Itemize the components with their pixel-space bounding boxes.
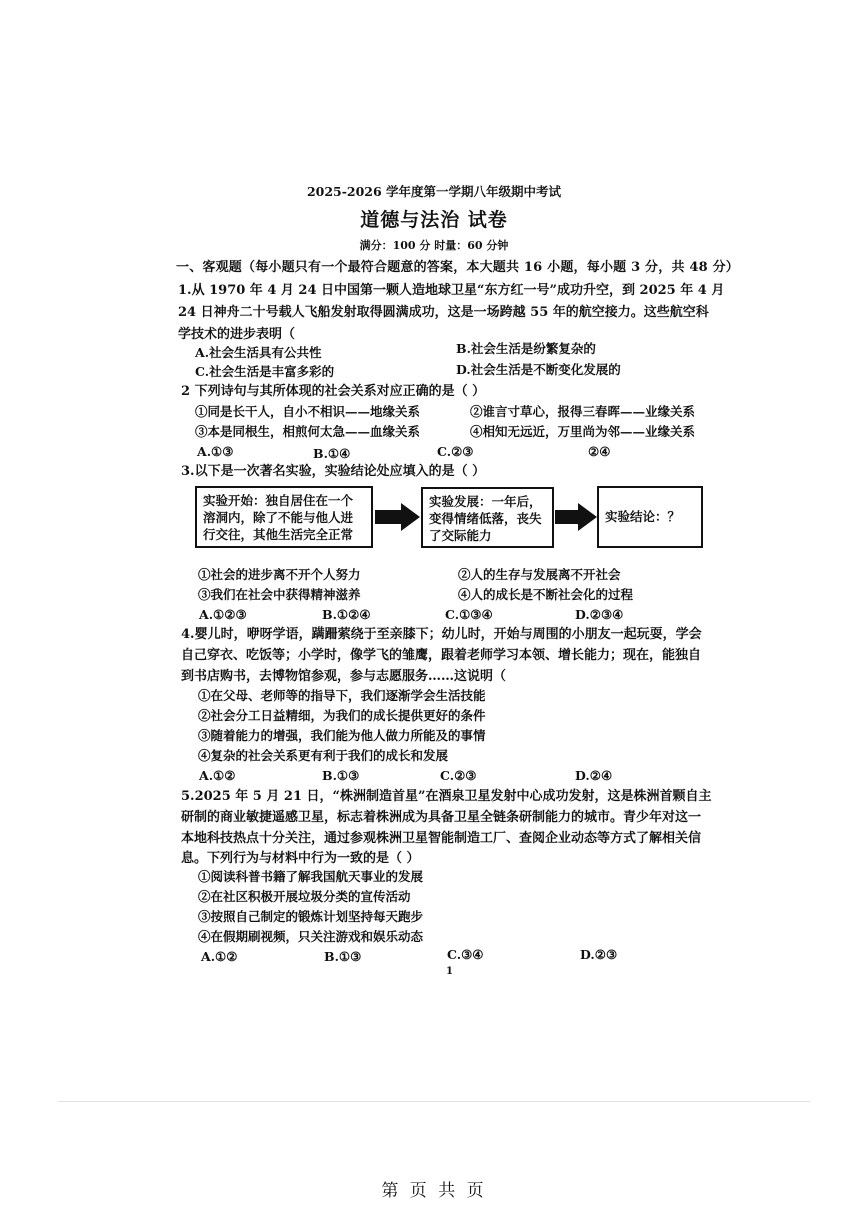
experiment-development-line-3: 了交际能力 <box>429 528 492 543</box>
exam-title: 2025-2026 学年度第一学期八年级期中考试 <box>306 184 562 199</box>
q3-stem: 3.以下是一次著名实验，实验结论处应填入的是（ ） <box>181 464 486 479</box>
q2-option-b: B.①④ <box>313 446 351 461</box>
q5-option-d: D.②③ <box>580 947 618 962</box>
q1-line-1: 1.从 1970 年 4 月 24 日中国第一颗人造地球卫星“东方红一号”成功升空，到 2025 年 4 月 <box>178 283 725 298</box>
q2-stem: 2 下列诗句与其所体现的社会关系对应正确的是（ ） <box>181 384 486 399</box>
q3-option-d: D.②③④ <box>575 607 624 622</box>
q3-item-1: ①社会的进步离不开个人努力 <box>198 567 361 582</box>
experiment-start-line-2: 溶洞内，除了不能与他人进 <box>203 510 354 525</box>
q1-line-2: 24 日神舟二十号载人飞船发射取得圆满成功，这是一场跨越 55 年的航空接力。这些航空科 <box>178 305 709 320</box>
q5-item-3: ③按照自己制定的锻炼计划坚持每天跑步 <box>198 909 424 924</box>
q5-option-b: B.①③ <box>324 949 362 964</box>
experiment-development-box <box>421 487 554 548</box>
q5-item-4: ④在假期刷视频，只关注游戏和娱乐动态 <box>198 929 424 944</box>
experiment-development-line-2: 变得情绪低落，丧失 <box>429 511 542 526</box>
q2-option-c: C.②③ <box>437 444 474 459</box>
q4-option-d: D.②④ <box>575 768 613 783</box>
q4-option-c: C.②③ <box>440 768 477 783</box>
q5-option-c: C.③④ <box>447 947 484 962</box>
q3-item-3: ③我们在社会中获得精神滋养 <box>198 587 361 602</box>
q4-line-3: 到书店购书，去博物馆参观，参与志愿服务……这说明（ <box>181 669 507 684</box>
q4-item-1: ①在父母、老师等的指导下，我们逐渐学会生活技能 <box>198 688 486 703</box>
page-footer: 第 页 共 页 <box>381 1181 487 1201</box>
page-number: 1 <box>446 966 453 977</box>
experiment-conclusion-text: 实验结论：？ <box>605 509 681 524</box>
q4-item-4: ④复杂的社会关系更有利于我们的成长和发展 <box>198 748 449 763</box>
q5-option-a: A.①② <box>201 949 238 964</box>
q2-item-4: ④相知无远近，万里尚为邻——业缘关系 <box>470 424 696 439</box>
q2-item-2: ②谁言寸草心，报得三春晖——业缘关系 <box>470 404 696 419</box>
q3-option-a: A.①②③ <box>199 607 247 622</box>
q2-option-d: ②④ <box>588 444 611 459</box>
q5-line-2: 研制的商业敏捷遥感卫星，标志着株洲成为具备卫星全链条研制能力的城市。青少年对这一 <box>181 810 702 825</box>
q4-line-1: 4.婴儿时，咿呀学语，蹒跚萦绕于至亲膝下；幼儿时，开始与周围的小朋友一起玩耍，学会 <box>181 627 702 642</box>
q5-line-1: 5.2025 年 5 月 21 日，“株洲制造首星”在酒泉卫星发射中心成功发射，这是株洲首颗自主 <box>181 789 712 804</box>
q1-option-c: C.社会生活是丰富多彩的 <box>195 364 335 379</box>
section-heading: 一、客观题（每小题只有一个最符合题意的答案，本大题共 16 小题，每小题 3 分，共 48 分） <box>176 260 739 275</box>
q1-option-d: D.社会生活是不断变化发展的 <box>456 362 621 377</box>
experiment-start-line-1: 实验开始：独自居住在一个 <box>203 493 354 508</box>
q1-option-a: A.社会生活具有公共性 <box>195 345 322 360</box>
q5-line-3: 本地科技热点十分关注，通过参观株洲卫星智能制造工厂、查阅企业动态等方式了解相关信 <box>181 831 702 846</box>
experiment-start-box <box>195 486 373 548</box>
experiment-conclusion-box <box>597 486 703 548</box>
q4-line-2: 自己穿衣、吃饭等；小学时，像学飞的雏鹰，跟着老师学习本领、增长能力；现在，能独自 <box>181 648 702 663</box>
q3-item-4: ④人的成长是不断社会化的过程 <box>458 587 634 602</box>
page-divider <box>58 1101 810 1102</box>
q5-line-4: 息。下列行为与材料中行为一致的是（ ） <box>181 851 420 866</box>
experiment-development-line-1: 实验发展：一年后， <box>429 494 542 509</box>
q4-item-2: ②社会分工日益精细，为我们的成长提供更好的条件 <box>198 708 486 723</box>
q3-option-b: B.①②④ <box>322 607 371 622</box>
q2-item-3: ③本是同根生，相煎何太急——血缘关系 <box>195 424 421 439</box>
q4-item-3: ③随着能力的增强，我们能为他人做力所能及的事情 <box>198 728 486 743</box>
q3-item-2: ②人的生存与发展离不开社会 <box>458 567 621 582</box>
q2-item-1: ①同是长干人，自小不相识——地缘关系 <box>195 404 421 419</box>
q4-option-b: B.①③ <box>322 768 360 783</box>
subject-title: 道德与法治 试卷 <box>360 209 508 231</box>
q1-line-3: 学技术的进步表明（ <box>178 327 296 342</box>
score-info: 满分：100 分 时量：60 分钟 <box>359 239 509 252</box>
q1-option-b: B.社会生活是纷繁复杂的 <box>456 341 596 356</box>
q2-option-a: A.①③ <box>197 444 234 459</box>
arrow-right-icon <box>555 502 598 532</box>
q4-option-a: A.①② <box>199 768 236 783</box>
experiment-start-line-3: 行交往，其他生活完全正常 <box>203 527 354 542</box>
q5-item-2: ②在社区积极开展垃圾分类的宣传活动 <box>198 889 411 904</box>
q3-option-c: C.①③④ <box>445 607 493 622</box>
q5-item-1: ①阅读科普书籍了解我国航天事业的发展 <box>198 869 424 884</box>
arrow-right-icon <box>375 502 421 532</box>
